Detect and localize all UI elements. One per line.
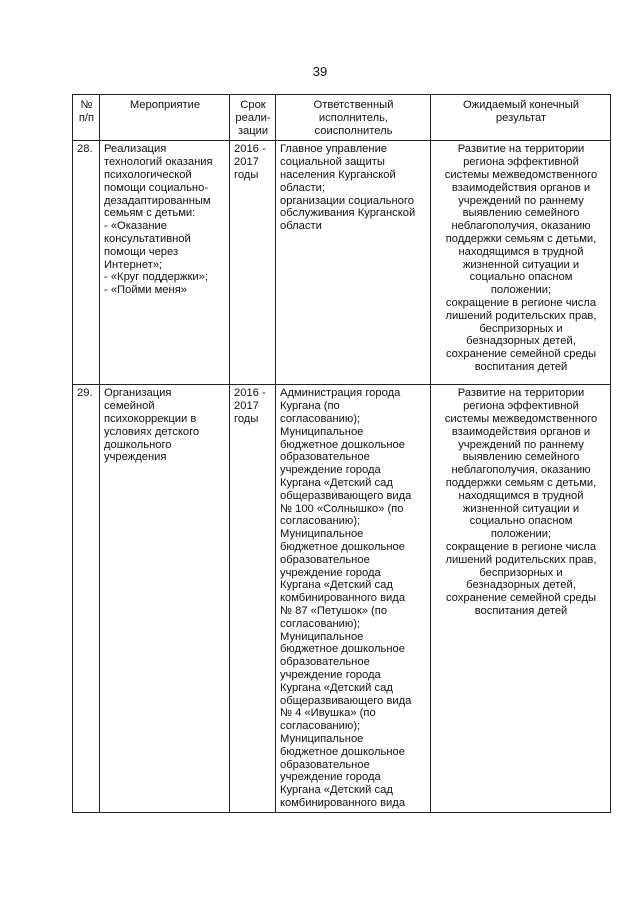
text-line: Ожидаемый конечный: [462, 99, 580, 111]
text-line: неблагополучия, оказанию: [451, 464, 591, 477]
text-line: дезадаптированным: [104, 194, 211, 207]
table-header-row: [73, 95, 611, 141]
row-term: [230, 385, 276, 812]
text-line: организации социального: [280, 194, 414, 207]
text-line: комбинированного вида: [280, 796, 406, 809]
text-line: Кургана «Детский сад: [280, 579, 393, 592]
text-line: комбинированного вида: [280, 592, 406, 605]
text-line: сохранение семейной среды: [445, 592, 597, 605]
text-line: Мероприятие: [129, 99, 201, 111]
text-line: №: [80, 99, 93, 111]
text-line: Кургана (по: [280, 400, 340, 413]
text-line: сокращение в регионе числа: [445, 296, 597, 309]
text-line: соисполнитель: [314, 124, 393, 137]
text-line: взаимодействия органов и: [451, 181, 591, 194]
text-line: жизненной ситуации и: [462, 502, 580, 515]
row-responsible: [276, 141, 431, 385]
text-line: воспитания детей: [474, 360, 568, 373]
text-line: дошкольного: [104, 438, 172, 451]
text-line: 2017: [234, 400, 259, 413]
text-line: социально опасном: [469, 271, 573, 284]
page-number: 39: [312, 64, 328, 79]
text-line: образовательное: [280, 656, 370, 669]
text-line: беспризорных и: [479, 322, 563, 335]
text-line: согласованию);: [280, 515, 361, 528]
text-line: № 4 «Ивушка» (по: [280, 707, 376, 720]
text-line: годы: [234, 412, 259, 425]
header-result: [431, 95, 611, 141]
text-line: общеразвивающего вида: [280, 694, 412, 707]
text-line: № 100 «Солнышко» (по: [280, 502, 404, 515]
text-line: согласованию);: [280, 412, 361, 425]
text-line: поддержки семьям с детьми,: [445, 232, 597, 245]
text-line: Реализация: [104, 143, 167, 156]
text-line: результат: [495, 111, 547, 124]
table-row: [73, 385, 611, 812]
row-result: [431, 385, 611, 812]
text-line: № 87 «Петушок» (по: [280, 604, 388, 617]
text-line: консультативной: [104, 232, 191, 245]
text-line: образовательное: [280, 758, 370, 771]
text-line: Организация: [104, 387, 172, 400]
text-line: Кургана «Детский сад: [280, 681, 393, 694]
text-line: Интернет»;: [104, 258, 163, 271]
row-result: [431, 141, 611, 385]
text-line: бюджетное дошкольное: [280, 438, 405, 451]
header-term: [230, 95, 276, 141]
text-line: - «Пойми меня»: [104, 284, 187, 297]
text-line: учреждение города: [280, 566, 381, 579]
text-line: взаимодействия органов и: [451, 425, 591, 438]
text-line: Муниципальное: [280, 630, 364, 643]
text-line: находящимся в трудной: [458, 245, 584, 258]
text-line: населения Курганской: [280, 168, 396, 181]
text-line: социальной защиты: [280, 156, 385, 169]
text-line: учреждений по раннему: [458, 438, 584, 451]
text-line: 2017: [234, 156, 259, 169]
text-line: бюджетное дошкольное: [280, 745, 405, 758]
text-line: годы: [234, 168, 259, 181]
text-line: учреждение города: [280, 771, 381, 784]
text-line: п/п: [78, 111, 95, 124]
text-line: системы межведомственного: [444, 412, 598, 425]
text-line: воспитания детей: [474, 604, 568, 617]
text-line: согласованию);: [280, 617, 361, 630]
text-line: бюджетное дошкольное: [280, 643, 405, 656]
header-event: [100, 95, 230, 141]
text-line: безнадзорных детей,: [466, 579, 576, 592]
text-line: безнадзорных детей,: [466, 335, 576, 348]
row-number: 29.: [73, 385, 100, 812]
text-line: положении;: [490, 284, 552, 297]
text-line: выявлению семейного: [462, 207, 580, 220]
text-line: Срок: [240, 99, 266, 111]
text-line: беспризорных и: [479, 566, 563, 579]
text-line: поддержки семьям с детьми,: [445, 476, 597, 489]
text-line: общеразвивающего вида: [280, 489, 412, 502]
text-line: области: [280, 220, 322, 233]
text-line: реали-: [235, 111, 271, 124]
row-term: [230, 141, 276, 385]
text-line: Администрация города: [280, 387, 401, 400]
text-line: образовательное: [280, 553, 370, 566]
text-line: технологий оказания: [104, 156, 213, 169]
text-line: Муниципальное: [280, 528, 364, 541]
text-line: социально опасном: [469, 515, 573, 528]
text-line: положении;: [490, 528, 552, 541]
text-line: обслуживания Курганской: [280, 207, 416, 220]
text-line: психологической: [104, 168, 192, 181]
text-line: зации: [237, 124, 269, 137]
text-line: области;: [280, 181, 325, 194]
row-responsible: [276, 385, 431, 812]
text-line: бюджетное дошкольное: [280, 540, 405, 553]
text-line: помощи через: [104, 245, 179, 258]
text-line: психокоррекции в: [104, 412, 197, 425]
text-line: региона эффективной: [463, 156, 579, 169]
row-event: [100, 385, 230, 812]
text-line: - «Круг поддержки»;: [104, 271, 208, 284]
table-row: [73, 141, 611, 385]
text-line: условиях детского: [104, 425, 200, 438]
row-number: 28.: [73, 141, 100, 385]
text-line: исполнитель,: [318, 111, 389, 124]
text-line: согласованию);: [280, 720, 361, 733]
header-responsible: [276, 95, 431, 141]
text-line: Главное управление: [280, 143, 388, 156]
row-event: [100, 141, 230, 385]
text-line: сохранение семейной среды: [445, 348, 597, 361]
text-line: учреждения: [104, 451, 167, 464]
text-line: 2016 -: [234, 387, 266, 400]
text-line: помощи социально-: [104, 181, 209, 194]
text-line: Ответственный: [313, 99, 394, 111]
text-line: лишений родительских прав,: [445, 309, 597, 322]
text-line: Кургана «Детский сад: [280, 476, 393, 489]
text-line: лишений родительских прав,: [445, 553, 597, 566]
text-line: Развитие на территории: [457, 387, 585, 400]
text-line: семейной: [104, 400, 155, 413]
text-line: региона эффективной: [463, 400, 579, 413]
text-line: Муниципальное: [280, 425, 364, 438]
text-line: Развитие на территории: [457, 143, 585, 156]
measures-table: [72, 94, 611, 813]
text-line: семьям с детьми:: [104, 207, 196, 220]
text-line: выявлению семейного: [462, 451, 580, 464]
text-line: 2016 -: [234, 143, 266, 156]
text-line: сокращение в регионе числа: [445, 540, 597, 553]
text-line: учреждений по раннему: [458, 194, 584, 207]
text-line: учреждение города: [280, 668, 381, 681]
text-line: жизненной ситуации и: [462, 258, 580, 271]
text-line: образовательное: [280, 451, 370, 464]
text-line: учреждение города: [280, 464, 381, 477]
text-line: находящимся в трудной: [458, 489, 584, 502]
text-line: Муниципальное: [280, 732, 364, 745]
text-line: - «Оказание: [104, 220, 167, 233]
text-line: Кургана «Детский сад: [280, 784, 393, 797]
text-line: неблагополучия, оказанию: [451, 220, 591, 233]
header-num: [73, 95, 100, 141]
text-line: системы межведомственного: [444, 168, 598, 181]
